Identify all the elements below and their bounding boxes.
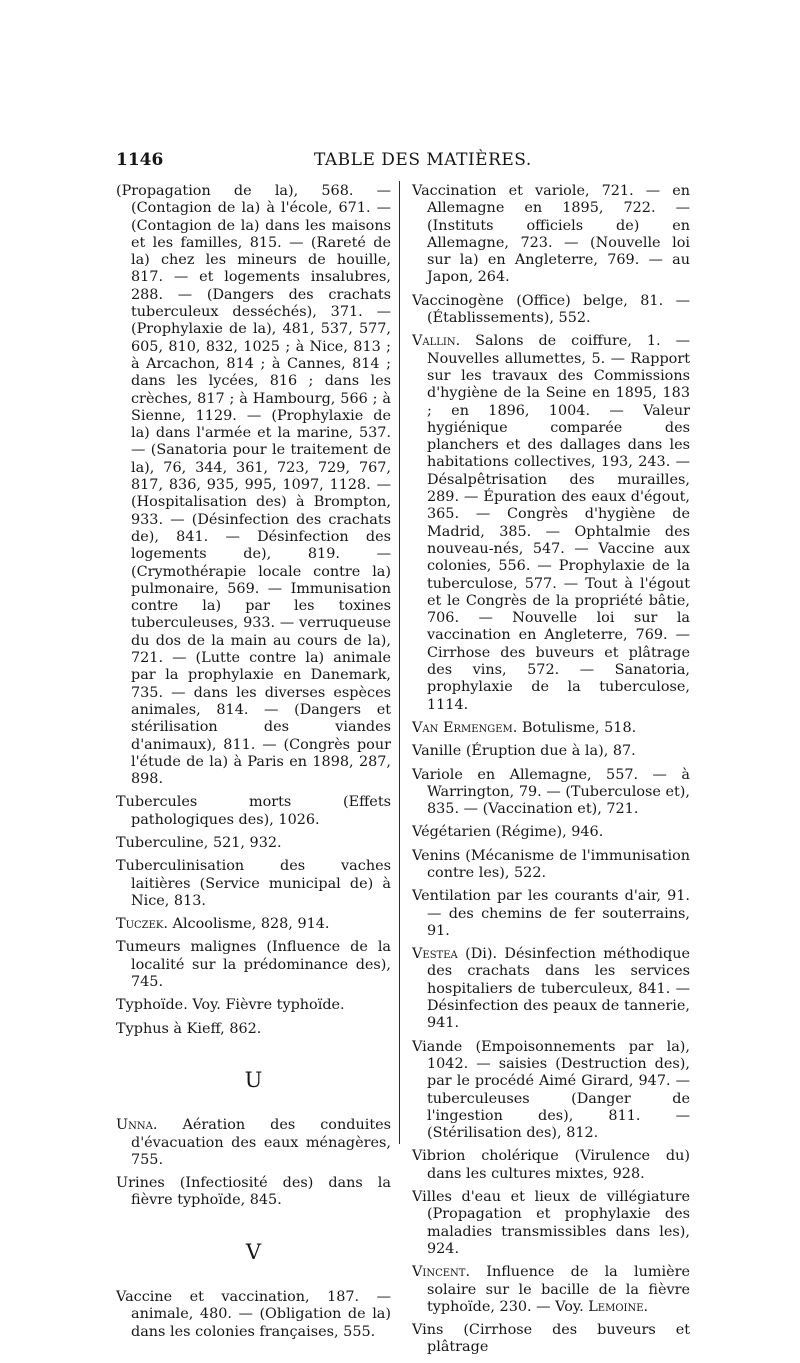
index-entry-author (412, 333, 690, 714)
index-entry: (Propagation de la), 568. — (Contagion de la) à l'école, 671. — (Contagion de la) dans les maisons et les familles, 815. — (Rareté de la) chez les mineurs de houille, 817. — et logements insalubres, 288. — (Dangers des crachats tuberculeux desséchés), 371. — (Prophylaxie de la), 481, 537, 577, 605, 810, 832, 1025 ; à Nice, 813 ; à Arcachon, 814 ; à Cannes, 814 ; dans les lycées, 816 ; dans les crèches, 817 ; à Hambourg, 566 ; à Sienne, 1129. — (Prophylaxie de la) dans l'armée et la marine, 537. — (Sanatoria pour le traitement de la), 76, 344, 361, 723, 729, 767, 817, 836, 935, 995, 1097, 1128. — (Hospitalisation des) à Brompton, 933. — (Désinfection des crachats de), 841. — Désinfection des logements de), 819. — (Crymothérapie locale contre la) pulmonaire, 569. — Immunisation contre la) par les toxines tuberculeuses, 933. — verruqueuse du dos de la main au cours de la), 721. — (Lutte contre la) animale par la prophylaxie en Danemark, 735. — dans les diverses espèces animales, 814. — (Dangers et stérilisation des viandes d'animaux), 811. — (Congrès pour l'étude de la) à Paris en 1898, 287, 898. (116, 183, 391, 788)
index-entry: Vaccine et vaccination, 187. — animale, 480. — (Obligation de la) dans les colonies françaises, 555. (116, 1289, 391, 1340)
author-entry-text: Influence de la lumière solaire sur le bacille de la fièvre typhoïde, 230. — Voy. (427, 1264, 690, 1315)
index-entry-author (116, 916, 391, 933)
section-letter-u: U (244, 1067, 263, 1092)
index-entry-author (412, 720, 690, 737)
index-entry: Vibrion cholérique (Virulence du) dans les cultures mixtes, 928. (412, 1148, 690, 1182)
author-entry-text: Aération des conduites d'évacuation des eaux ménagères, 755. (131, 1117, 391, 1168)
index-entry: Venins (Mécanisme de l'immunisation contre les), 522. (412, 847, 690, 881)
right-column (412, 183, 690, 1363)
index-entry: Vaccinogène (Office) belge, 81. — (Établissements), 552. (412, 292, 690, 327)
index-entry: Variole en Allemagne, 557. — à Warrington, 79. — (Tuberculose et), 835. — (Vaccination et), 721. (412, 766, 690, 818)
index-entry: Viande (Empoisonnements par la), 1042. — saisies (Destruction des), par le procédé Aimé Girard, 947. — tuberculeuses (Danger de l'ingestion des), 811. — (Stérilisation des), 812. (412, 1038, 690, 1142)
author-entry-text: Salons de coiffure, 1. — Nouvelles allumettes, 5. — Rapport sur les travaux des Commissions d'hygiène de la Seine en 1895, 183 ; en 1896, 1004. — Valeur hygiénique comparée des planchers et des dallages dans les habitations collectives, 193, 243. — Désalpêtrisation des murailles, 289. — Épuration des eaux d'égout, 365. — Congrès d'hygiène de Madrid, 385. — Ophtalmie des nouveau-nés, 547. — Vaccine aux colonies, 556. — Prophylaxie de la tuberculose, 577. — Tout à l'égout et le Congrès de la propriété bâtie, 706. — Nouvelle loi sur la vaccination en Angleterre, 769. — Cirrhose des buveurs et plâtrage des vins, 572. — Sanatoria, prophylaxie de la tuberculose, 1114. (427, 333, 690, 713)
index-entry-author (412, 1264, 690, 1316)
cross-reference-author: Lemoine. (588, 1298, 649, 1315)
index-entry: Vins (Cirrhose des buveurs et plâtrage (412, 1322, 690, 1356)
index-entry: Vaccination et variole, 721. — en Allemagne en 1895, 722. — (Instituts officiels de) en Allemagne, 723. — (Nouvelle loi sur la) en Angleterre, 769. — au Japon, 264. (412, 183, 690, 286)
page-header (116, 150, 690, 174)
index-entry: Typhus à Kieff, 862. (116, 1020, 262, 1037)
index-entry: Typhoïde. Voy. Fièvre typhoïde. (116, 997, 345, 1014)
page-number: 1146 (116, 150, 164, 170)
section-letter-v: V (245, 1239, 262, 1264)
index-entry: Ventilation par les courants d'air, 91. — des chemins de fer souterrains, 91. (412, 888, 690, 939)
index-entry: Villes d'eau et lieux de villégiature (Propagation et prophylaxie des maladies transmissibles dans les), 924. (412, 1189, 690, 1257)
index-entry: Tumeurs malignes (Influence de la localité sur la prédominance des), 745. (116, 939, 391, 991)
author-name: Vestea (412, 946, 458, 963)
author-entry-text: Botulisme, 518. (517, 719, 637, 736)
author-name: Tuczek. (116, 916, 168, 933)
index-entry: Tuberculine, 521, 932. (116, 834, 282, 851)
running-title: TABLE DES MATIÈRES. (314, 150, 532, 170)
author-name: Van Ermengem. (412, 719, 518, 736)
author-name: Vallin. (412, 333, 461, 350)
author-entry-text: (Di). Désinfection méthodique des crachats dans les services hospitaliers de tuberculeux, 841. — Désinfection des peaux de tannerie, 941. (427, 946, 690, 1032)
author-name: Unna. (116, 1117, 158, 1134)
index-entry: Tuberculinisation des vaches laitières (Service municipal de) à Nice, 813. (116, 858, 391, 909)
index-entry: Tubercules morts (Effets pathologiques des), 1026. (116, 794, 391, 828)
index-entry: Vanille (Éruption due à la), 87. (412, 743, 636, 760)
author-entry-text: Alcoolisme, 828, 914. (167, 916, 330, 933)
index-entry-author (412, 946, 690, 1032)
index-entry: Urines (Infectiosité des) dans la fièvre typhoïde, 845. (116, 1175, 391, 1209)
index-entry-author (116, 1117, 391, 1169)
author-name: Vincent. (412, 1264, 471, 1281)
index-entry: Végétarien (Régime), 946. (412, 824, 604, 841)
left-column (116, 183, 391, 1347)
column-divider (399, 181, 400, 1144)
